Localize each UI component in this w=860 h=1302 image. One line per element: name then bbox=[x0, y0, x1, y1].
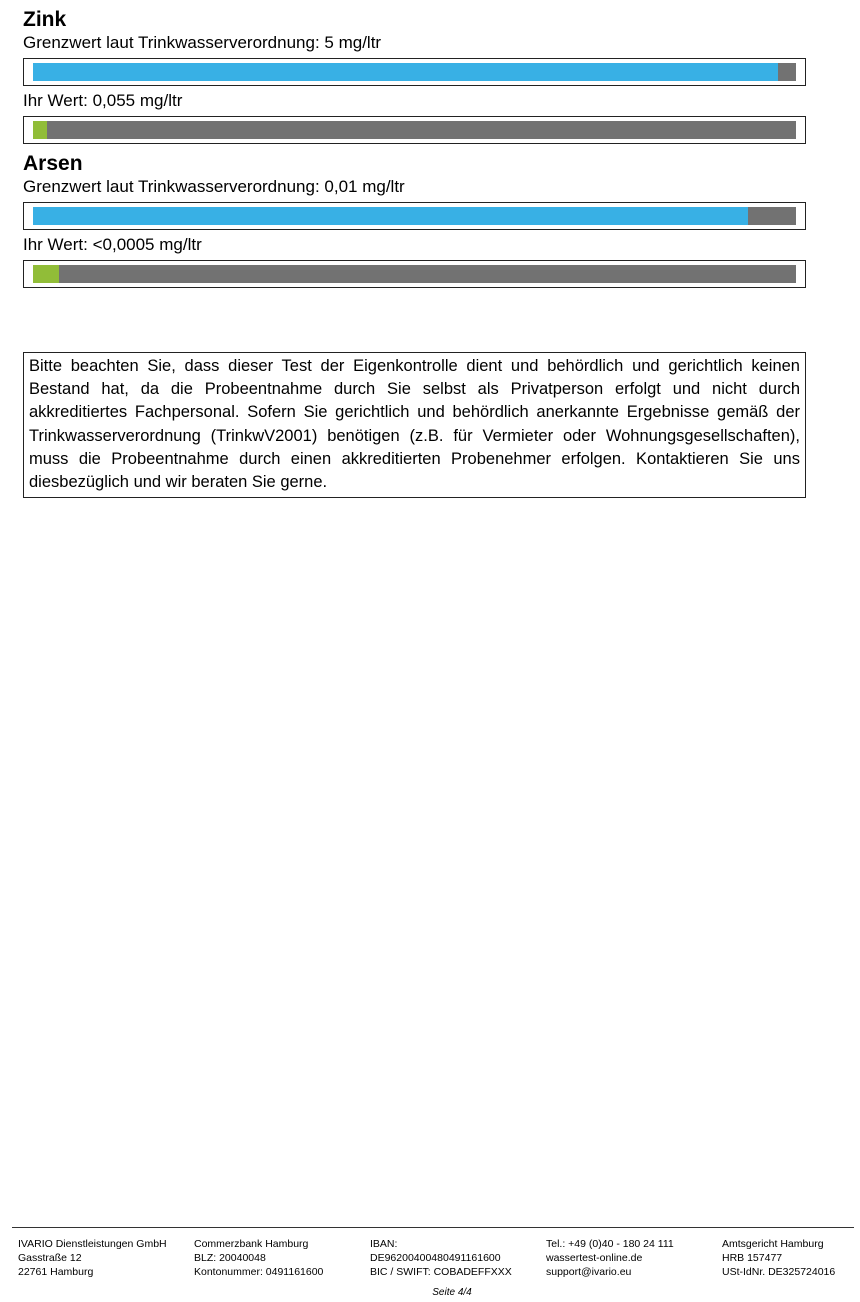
footer-register bbox=[722, 1237, 852, 1279]
footer-bank-line: BLZ: 20040048 bbox=[194, 1252, 266, 1264]
arsen-limit-text: Grenzwert laut Trinkwasserverordnung: 0,01 mg/ltr bbox=[23, 177, 405, 196]
footer-contact bbox=[546, 1237, 716, 1279]
footer-phone: Tel.: +49 (0)40 - 180 24 111 bbox=[546, 1238, 674, 1250]
footer-iban bbox=[370, 1237, 540, 1279]
footer-bank-line: Commerzbank Hamburg bbox=[194, 1238, 309, 1250]
arsen-section bbox=[23, 152, 806, 292]
zink-limit-bar bbox=[23, 58, 806, 86]
arsen-value-text: Ihr Wert: <0,0005 mg/ltr bbox=[23, 235, 202, 254]
zink-value-text: Ihr Wert: 0,055 mg/ltr bbox=[23, 91, 183, 110]
footer-website-link[interactable]: wassertest-online.de bbox=[546, 1252, 643, 1264]
arsen-limit-bar bbox=[23, 202, 806, 230]
arsen-value-bar bbox=[23, 260, 806, 288]
footer-register-line: HRB 157477 bbox=[722, 1252, 783, 1264]
disclaimer-note: Bitte beachten Sie, dass dieser Test der Eigenkontrolle dient und behördlich und gerichtlich keinen Bestand hat, da die Probeentnahme durch Sie selbst als Privatperson erfolgt und nicht durch akkreditiertes Fachpersonal. Sofern Sie gerichtlich und behördlich anerkannte Ergebnisse gemäß der Trinkwasserverordnung (TrinkwV2001) benötigen (z.B. für Vermieter oder Wohnungsgesellschaften), muss die Probeentnahme durch einen akkreditierten Probenehmer erfolgen. Kontaktieren Sie uns diesbezüglich und wir beraten Sie gerne. bbox=[23, 352, 806, 498]
zink-title: Zink bbox=[23, 8, 67, 31]
footer-register-line: Amtsgericht Hamburg bbox=[722, 1238, 824, 1250]
footer-bank-line: Kontonummer: 0491161600 bbox=[194, 1266, 324, 1278]
arsen-value-fill bbox=[33, 265, 59, 283]
footer-iban-line: DE96200400480491161600 bbox=[370, 1252, 501, 1264]
zink-section bbox=[23, 8, 806, 148]
footer-company bbox=[18, 1237, 188, 1279]
footer-company-line: 22761 Hamburg bbox=[18, 1266, 94, 1278]
arsen-limit-fill bbox=[33, 207, 748, 225]
zink-value-bar bbox=[23, 116, 806, 144]
footer-register-line: USt-IdNr. DE325724016 bbox=[722, 1266, 836, 1278]
zink-limit-fill bbox=[33, 63, 778, 81]
footer-divider bbox=[12, 1227, 854, 1228]
footer-email-link[interactable]: support@ivario.eu bbox=[546, 1266, 632, 1278]
arsen-title: Arsen bbox=[23, 152, 83, 175]
footer-iban-line: IBAN: bbox=[370, 1238, 398, 1250]
zink-limit-text: Grenzwert laut Trinkwasserverordnung: 5 mg/ltr bbox=[23, 33, 382, 52]
page-number: Seite 4/4 bbox=[432, 1287, 472, 1298]
footer-iban-line: BIC / SWIFT: COBADEFFXXX bbox=[370, 1266, 512, 1278]
footer-company-line: Gasstraße 12 bbox=[18, 1252, 82, 1264]
zink-value-fill bbox=[33, 121, 47, 139]
footer-company-line: IVARIO Dienstleistungen GmbH bbox=[18, 1238, 167, 1250]
footer-bank bbox=[194, 1237, 364, 1279]
